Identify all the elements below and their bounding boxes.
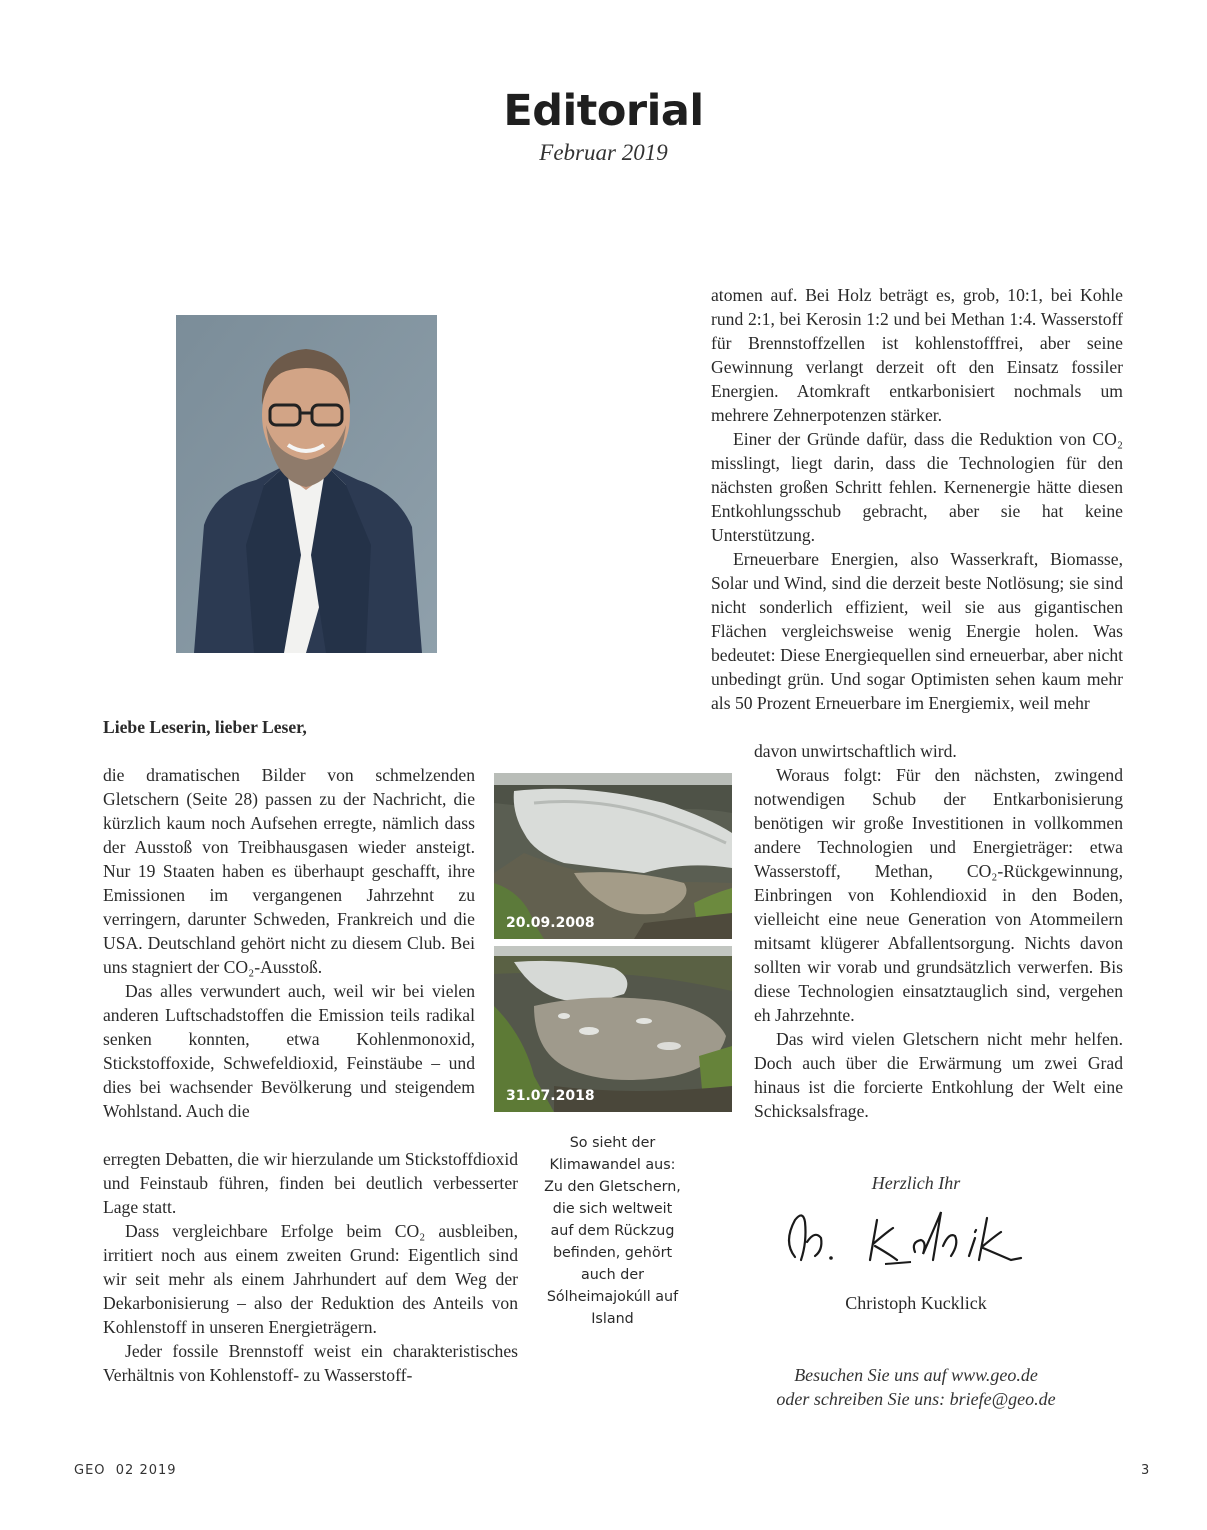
paragraph: atomen auf. Bei Holz beträgt es, grob, 10:1, bei Kohle rund 2:1, bei Kerosin 1:2 und bei Methan 1:4. Wasserstoff für Brennstoffzellen ist kohlenstofffrei, aber seine Gewinnung verlangt derzeit oft den Einsatz fossiler Energien. Atomkraft entkarbonisiert nochmals um mehrere Zehnerpotenzen stärker.: [711, 285, 1123, 425]
author-name: Christoph Kucklick: [845, 1293, 987, 1313]
paragraph: erregten Debatten, die wir hierzulande um Stickstoffdioxid und Feinstaub führen, finden bei deutlich verbesserter Lage statt.: [103, 1149, 518, 1217]
paragraph: Erneuerbare Energien, also Wasserkraft, Biomasse, Solar und Wind, sind die derzeit beste Notlösung; sie sind nicht sonderlich effizient, weil sie aus gigantischen Flächen vergleichsweise wenig Energie holen. Was bedeutet: Diese Energiequellen sind erneuerbar, aber nicht unbedingt grün. Und sogar Optimisten sehen kaum mehr als 50 Prozent Erneuerbare im Energiemix, weil mehr: [711, 549, 1123, 713]
author-portrait: [176, 315, 437, 653]
body-column-right-bottom: [754, 739, 1123, 1123]
handwritten-signature: [765, 1202, 1065, 1277]
glacier-photo-2018: [494, 946, 732, 1112]
body-column-right-top: [711, 283, 1123, 715]
footer-publication: GEO 02 2019: [74, 1463, 177, 1478]
paragraph: Einer der Gründe dafür, dass die Reduktion von CO₂ misslingt, liegt darin, dass die Technologien für den nächsten großen Schritt fehlen. Kernenergie hätte diesen Entkohlungsschub gebracht, aber sie hat keine Unterstützung.: [711, 429, 1123, 545]
body-column-left-bottom: [103, 1147, 518, 1387]
salutation: Liebe Leserin, lieber Leser,: [103, 717, 307, 737]
paragraph: davon unwirtschaftlich wird.: [754, 741, 957, 761]
contact-website: Besuchen Sie uns auf www.geo.de: [794, 1365, 1038, 1385]
paragraph: Dass vergleichbare Erfolge beim CO₂ ausbleiben, irritiert noch aus einem zweiten Grund: Eigentlich sind wir seit mehr als einem Jahrhundert auf dem Weg der Dekarbonisierung – also der Reduktion des Anteils von Kohlenstoff in unseren Energieträgern.: [103, 1221, 518, 1337]
photo-date-label: 20.09.2008: [506, 915, 595, 931]
photo-date-label: 31.07.2018: [506, 1088, 595, 1104]
paragraph: Das alles verwundert auch, weil wir bei vielen anderen Luftschadstoffen die Emission teils radikal senken konnten, etwa Kohlenmonoxid, Stickstoffoxide, Schwefeldioxid, Feinstäube – und dies bei wachsender Bevölkerung und steigendem Wohlstand. Auch die: [103, 981, 475, 1121]
paragraph: Das wird vielen Gletschern nicht mehr helfen. Doch auch über die Erwärmung um zwei Grad hinaus ist die forcierte Entkohlung der Welt eine Schicksalsfrage.: [754, 1029, 1123, 1121]
contact-email: oder schreiben Sie uns: briefe@geo.de: [776, 1389, 1056, 1409]
paragraph: Jeder fossile Brennstoff weist ein charakteristisches Verhältnis von Kohlenstoff- zu Wasserstoff-: [103, 1341, 518, 1385]
closing-phrase: Herzlich Ihr: [871, 1173, 961, 1193]
issue-date: Februar 2019: [539, 140, 668, 165]
glacier-photo-2008: [494, 773, 732, 939]
photo-caption: So sieht der Klimawandel aus: Zu den Gletschern, die sich weltweit auf dem Rückzug befinden, gehört auch der Sólheimajokúll auf Island: [544, 1135, 681, 1327]
body-column-left-top: [103, 763, 475, 1123]
page-number: 3: [1141, 1463, 1150, 1478]
paragraph: die dramatischen Bilder von schmelzenden Gletschern (Seite 28) passen zu der Nachricht, die kürzlich kaum noch Aufsehen erregte, nämlich dass der Ausstoß von Treibhausgasen wieder ansteigt. Nur 19 Staaten haben es überhaupt geschafft, ihre Emissionen im vergangenen Jahrzehnt zu verringern, darunter Schweden, Frankreich und die USA. Deutschland gehört nicht zu diesem Club. Bei uns stagniert der CO₂-Ausstoß.: [103, 765, 475, 977]
contact-info: [716, 1363, 1116, 1411]
paragraph: Woraus folgt: Für den nächsten, zwingend notwendigen Schub der Entkarbonisierung benötigen wir große Investitionen in vollkommen andere Technologien und Energieträger: etwa Wasserstoff, Methan, CO₂-Rückgewinnung, Einbringen von Kohlendioxid in den Boden, vielleicht eine neue Generation von Atommeilern mitsamt klügerer Abfallentsorgung. Nichts davon sollten wir vorab und grundsätzlich verwerfen. Bis diese Technologien einsatztauglich sind, vergehen eh Jahrzehnte.: [754, 765, 1123, 1025]
page-title: Editorial: [503, 86, 704, 136]
